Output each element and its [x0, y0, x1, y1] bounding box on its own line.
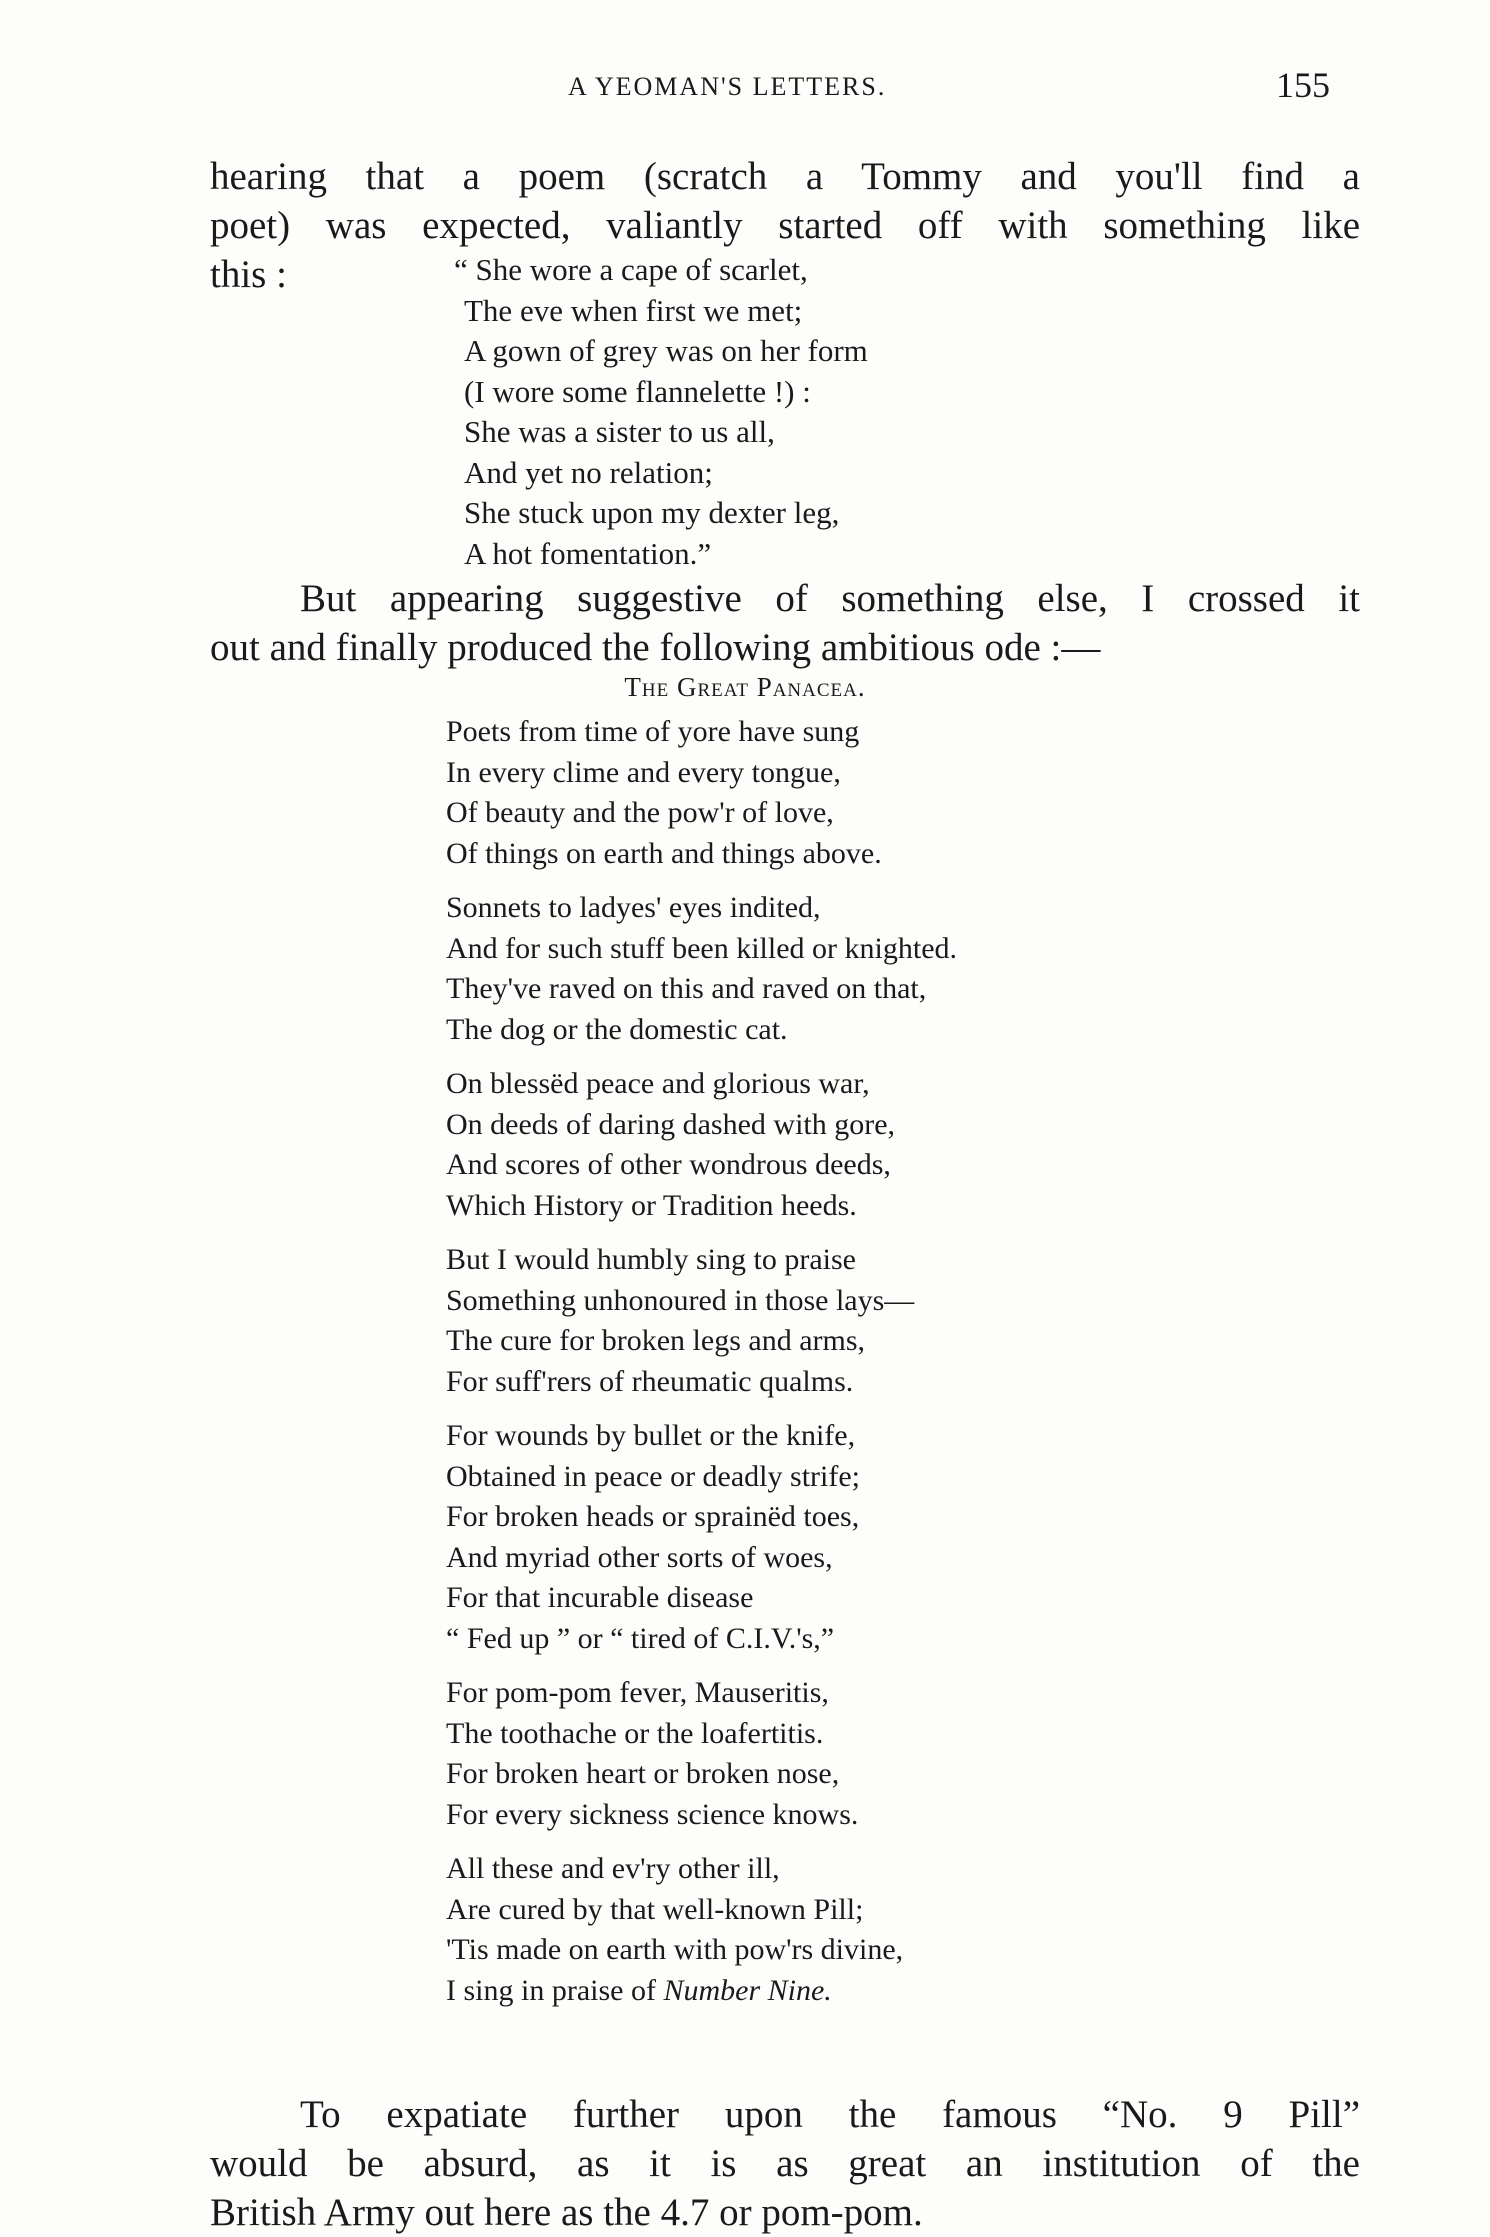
text-line: this : — [210, 253, 287, 296]
verse-line: The eve when first we met; — [464, 292, 803, 328]
poem-line: They've raved on this and raved on that, — [446, 972, 927, 1005]
poem-line: But I would humbly sing to praise — [446, 1243, 856, 1276]
poem-body — [446, 712, 957, 2025]
poem-line: For that incurable disease — [446, 1581, 754, 1614]
text-line: would be absurd, as it is as great an institution of the — [210, 2142, 1360, 2185]
stanza — [446, 1240, 957, 1402]
stanza — [446, 1064, 957, 1226]
text-line: hearing that a poem (scratch a Tommy and you'll find a — [210, 155, 1360, 198]
verse-line: She stuck upon my dexter leg, — [464, 495, 840, 530]
poem-line: For every sickness science knows. — [446, 1797, 859, 1831]
stanza — [446, 1849, 957, 2011]
poem-line: Are cured by that well-known Pill; — [446, 1892, 864, 1926]
page-header — [0, 64, 1490, 114]
verse-line: A gown of grey was on her form — [464, 333, 868, 368]
poem-final-line — [446, 1971, 957, 2012]
poem-line: For broken heads or sprainëd toes, — [446, 1500, 860, 1533]
first-verse — [454, 250, 868, 574]
poem-line: And myriad other sorts of woes, — [446, 1540, 833, 1574]
poem-line: On deeds of daring dashed with gore, — [446, 1107, 896, 1141]
text-line: But appearing suggestive of something else, I crossed it — [300, 577, 1360, 620]
verse-line: (I wore some flannelette !) : — [464, 373, 811, 409]
stanza — [446, 1416, 957, 1659]
poem-line: Something unhonoured in those lays— — [446, 1283, 915, 1317]
poem-line: The cure for broken legs and arms, — [446, 1324, 866, 1357]
text-line: poet) was expected, valiantly started off with something like — [210, 204, 1360, 247]
poem-line: All these and ev'ry other ill, — [446, 1852, 780, 1885]
poem-line: For wounds by bullet or the knife, — [446, 1419, 856, 1452]
final-line-text: I sing in praise of — [446, 1973, 664, 2007]
poem-line: Of beauty and the pow'r of love, — [446, 796, 834, 829]
verse-line: And yet no relation; — [464, 454, 713, 490]
poem-line: Obtained in peace or deadly strife; — [446, 1459, 860, 1493]
poem-line: In every clime and every tongue, — [446, 755, 841, 789]
poem-line: Poets from time of yore have sung — [446, 715, 860, 748]
middle-paragraph — [210, 574, 1360, 672]
poem-line: “ Fed up ” or “ tired of C.I.V.'s,” — [446, 1621, 835, 1655]
poem-line: For suff'rers of rheumatic qualms. — [446, 1364, 854, 1398]
poem-line: Of things on earth and things above. — [446, 836, 882, 870]
poem-line: The toothache or the loafertitis. — [446, 1716, 824, 1750]
text-line: British Army out here as the 4.7 or pom-pom. — [210, 2191, 923, 2234]
poem-line: 'Tis made on earth with pow'rs divine, — [446, 1933, 904, 1966]
page-number: 155 — [1276, 65, 1330, 105]
verse-line: She was a sister to us all, — [464, 414, 775, 449]
text-line: To expatiate further upon the famous “No. 9 Pill” — [300, 2093, 1360, 2136]
poem-line: Sonnets to ladyes' eyes indited, — [446, 891, 821, 924]
final-line-italic: Number Nine. — [663, 1973, 832, 2007]
poem-line: Which History or Tradition heeds. — [446, 1188, 857, 1222]
poem-line: For pom-pom fever, Mauseritis, — [446, 1676, 829, 1709]
poem-line: For broken heart or broken nose, — [446, 1757, 840, 1790]
poem-line: And for such stuff been killed or knighted. — [446, 931, 958, 965]
stanza — [446, 1673, 957, 1835]
poem-title: The Great Panacea. — [624, 672, 866, 702]
closing-paragraph — [210, 2090, 1360, 2237]
text-line: out and finally produced the following ambitious ode :— — [210, 626, 1101, 669]
running-head: A YEOMAN'S LETTERS. — [568, 72, 887, 101]
verse-line: A hot fomentation.” — [464, 535, 712, 571]
stanza — [446, 888, 957, 1050]
poem-line: The dog or the domestic cat. — [446, 1012, 788, 1046]
poem-line: On blessëd peace and glorious war, — [446, 1067, 870, 1100]
stanza — [446, 712, 957, 874]
poem-line: And scores of other wondrous deeds, — [446, 1148, 891, 1181]
verse-line: “ She wore a cape of scarlet, — [454, 252, 808, 287]
